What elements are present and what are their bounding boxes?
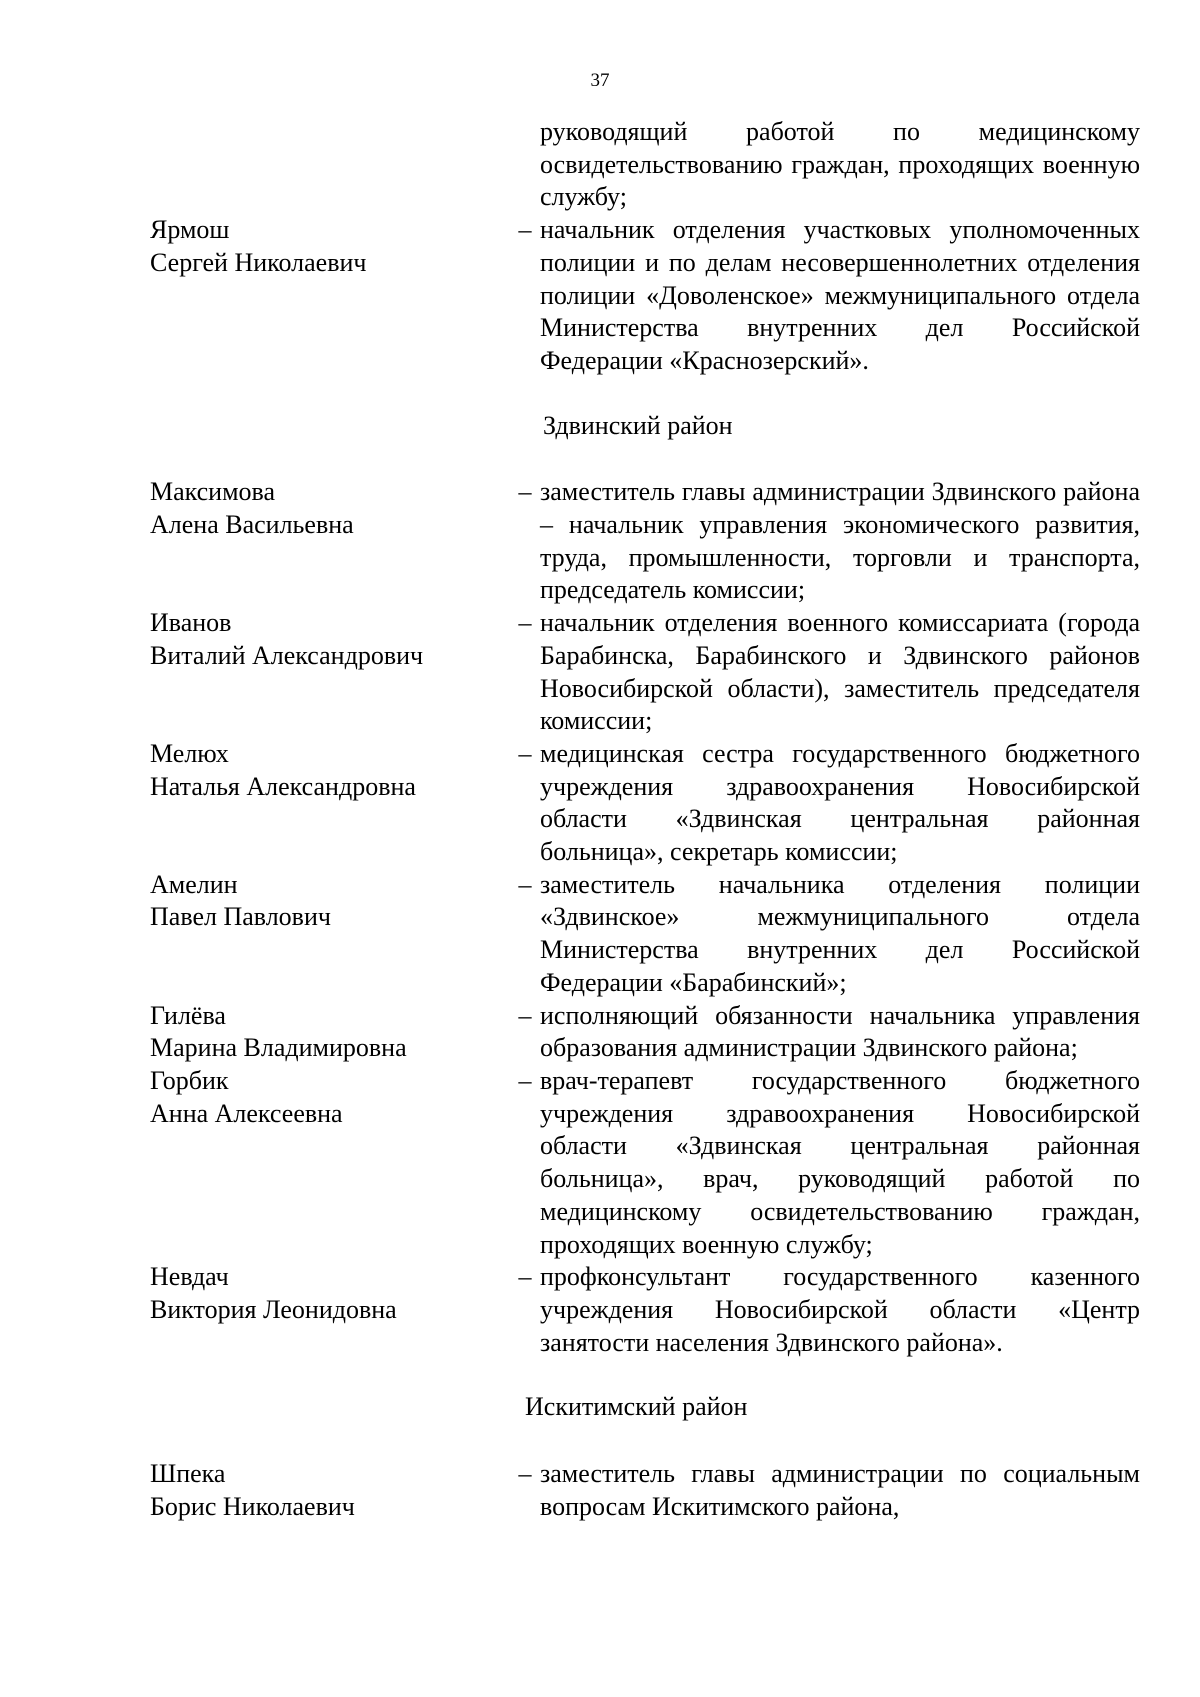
entry-dash: – [518,1000,532,1030]
member-given-names: Борис Николаевич [150,1491,355,1521]
member-name [150,869,510,934]
member-name [150,607,510,672]
continuation-text: руководящий работой по медицинскому освидетельствованию граждан, проходящих военную службу; [540,117,1140,212]
member-position: заместитель главы администрации по социальным вопросам Искитимского района, [540,1459,1140,1521]
member-name [150,1000,510,1065]
member-name [150,214,510,279]
member-given-names: Павел Павлович [150,902,331,932]
member-position: медицинская сестра государственного бюджетного учреждения здравоохранения Новосибирской области «Здвинская центральная районная больница», секретарь комиссии; [540,738,1140,867]
member-given-names: Виктория Леонидовна [150,1294,397,1324]
member-position: исполняющий обязанности начальника управления образования администрации Здвинского района; [540,1000,1140,1063]
entry-dash: – [518,1262,532,1292]
section-heading-zdvinsky: Здвинский район [543,410,733,440]
member-surname: Амелин [150,869,238,899]
member-entry [150,1261,1140,1359]
entry-dash: – [518,215,532,245]
member-name [150,476,510,541]
member-surname: Мелюх [150,738,229,768]
member-surname: Ярмош [150,215,230,245]
member-entry [150,869,1140,1000]
entry-dash: – [518,738,532,768]
entry-dash: – [518,869,532,899]
member-surname: Горбик [150,1065,229,1095]
member-given-names: Алена Васильевна [150,510,354,540]
member-surname: Шпека [150,1459,226,1489]
member-name [150,1458,510,1523]
member-given-names: Анна Алексеевна [150,1098,343,1128]
member-entry [150,214,1140,378]
member-position: заместитель главы администрации Здвинского района – начальник управления экономического развития, труда, промышленности, торговли и транспорта, председатель комиссии; [540,477,1140,605]
member-position: заместитель начальника отделения полиции «Здвинское» межмуниципального отдела Министерства внутренних дел Российской Федерации «Барабинский»; [540,869,1140,997]
member-entry [150,607,1140,738]
member-given-names: Сергей Николаевич [150,247,367,277]
member-name [150,1065,510,1130]
entry-dash: – [518,608,532,638]
entry-dash: – [518,477,532,507]
member-entry [150,1000,1140,1065]
member-given-names: Марина Владимировна [150,1033,407,1063]
member-position: профконсультант государственного казенного учреждения Новосибирской области «Центр занятости населения Здвинского района». [540,1262,1140,1357]
member-surname: Иванов [150,608,232,638]
member-entry [150,738,1140,869]
member-position: начальник отделения участковых уполномоченных полиции и по делам несовершеннолетних отделения полиции «Доволенское» межмуниципального отдела Министерства внутренних дел Российской Федерации «Краснозерский». [540,215,1140,375]
member-given-names: Наталья Александровна [150,771,416,801]
page-number: 37 [590,70,610,91]
entry-dash: – [518,1459,532,1489]
member-entry [150,1458,1140,1523]
entry-dash: – [518,1065,532,1095]
member-surname: Гилёва [150,1000,226,1030]
member-name [150,1261,510,1326]
member-surname: Максимова [150,477,276,507]
member-surname: Невдач [150,1262,229,1292]
member-name [150,738,510,803]
member-given-names: Виталий Александрович [150,640,424,670]
member-position: врач-терапевт государственного бюджетного учреждения здравоохранения Новосибирской области «Здвинская центральная районная больница», врач, руководящий работой по медицинскому освидетельствованию граждан, проходящих военную службу; [540,1065,1140,1259]
member-position: начальник отделения военного комиссариата (города Барабинска, Барабинского и Здвинского районов Новосибирской области), заместитель председателя комиссии; [540,608,1140,736]
document-body [150,116,1140,1523]
section-heading-iskitimsky: Искитимский район [525,1392,748,1422]
member-entry [150,476,1140,607]
member-entry [150,1065,1140,1261]
